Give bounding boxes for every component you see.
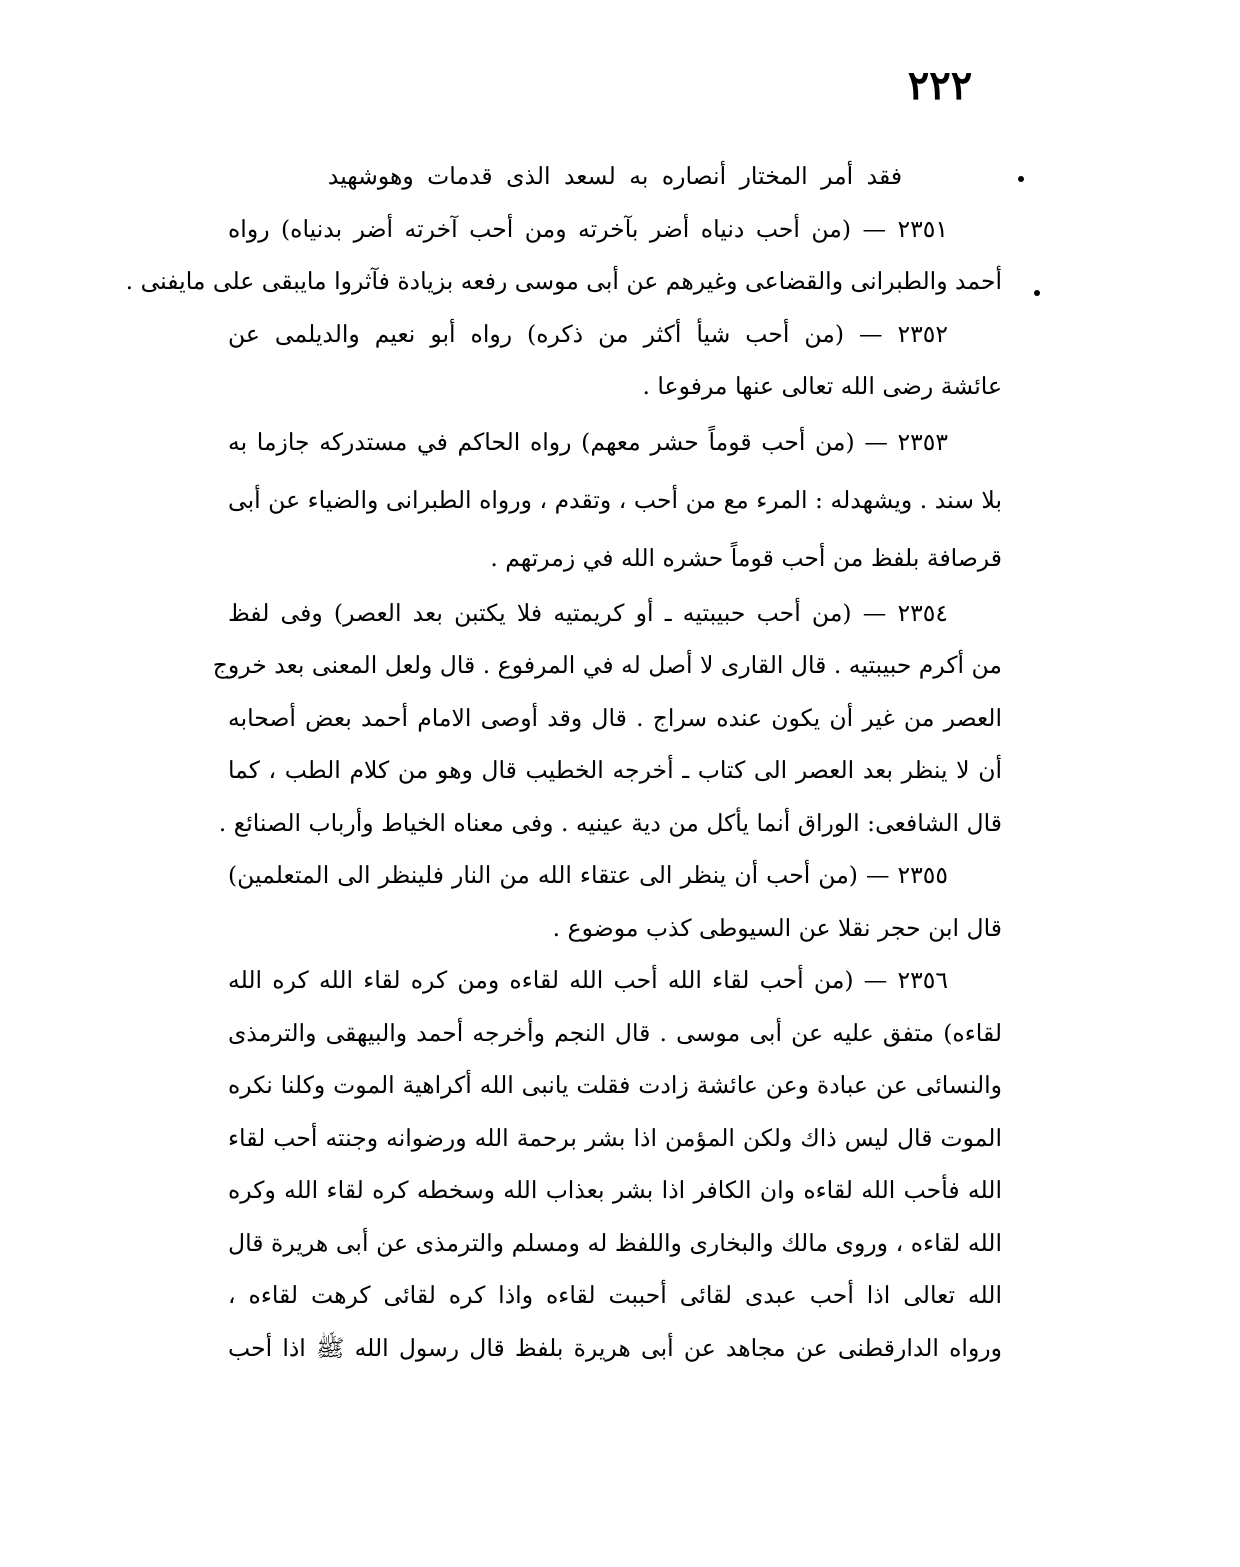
entry-2355-line-1: ٢٣٥٥ — (من أحب أن ينظر الى عتقاء الله من النار فلينظر الى المتعلمين): [228, 861, 948, 889]
entry-2354-line-3: العصر من غير أن يكون عنده سراج . قال وقد أوصى الامام أحمد بعض أصحابه: [228, 703, 1002, 732]
entry-2356-line-4: الموت قال ليس ذاك ولكن المؤمن اذا بشر برحمة الله ورضوانه وجنته أحب لقاء: [228, 1123, 1002, 1152]
entry-2352-line-1: ٢٣٥٢ — (من أحب شيأ أكثر من ذكره) رواه أبو نعيم والديلمى عن: [228, 319, 948, 348]
verse-line: فقد أمر المختار أنصاره به لسعد الذى قدمات وهوشهيد: [327, 162, 903, 190]
entry-2351-line-2: أحمد والطبرانى والقضاعى وغيرهم عن أبى موسى رفعه بزيادة فآثروا مايبقى على مايفنى .: [125, 267, 1002, 295]
entry-2353-line-1: ٢٣٥٣ — (من أحب قوماً حشر معهم) رواه الحاكم في مستدركه جازما به: [228, 427, 948, 456]
entry-2354-line-4: أن لا ينظر بعد العصر الى كتاب ـ أخرجه الخطيب قال وهو من كلام الطب ، كما: [228, 756, 1002, 784]
margin-dot-top: [1018, 176, 1024, 182]
entry-2356-line-1: ٢٣٥٦ — (من أحب لقاء الله أحب الله لقاءه ومن كره لقاء الله كره الله: [228, 966, 948, 994]
entry-2356-line-6: الله لقاءه ، وروى مالك والبخارى واللفظ له ومسلم والترمذى عن أبى هريرة قال: [228, 1228, 1002, 1257]
entry-2353-line-2: بلا سند . ويشهدله : المرء مع من أحب ، وتقدم ، ورواه الطبرانى والضياء عن أبى: [228, 485, 1002, 514]
entry-2354-line-2: من أكرم حبيبتيه . قال القارى لا أصل له في المرفوع . قال ولعل المعنى بعد خروج: [212, 651, 1002, 679]
entry-2356-line-5: الله فأحب الله لقاءه وان الكافر اذا بشر بعذاب الله وسخطه كره لقاء الله وكره: [228, 1176, 1002, 1204]
entry-2353-line-3: قرصافة بلفظ من أحب قوماً حشره الله في زمرتهم .: [490, 543, 1002, 572]
page-number: ٢٢٢: [907, 62, 973, 109]
entry-2351-line-1: ٢٣٥١ — (من أحب دنياه أضر بآخرته ومن أحب آخرته أضر بدنياه) رواه: [228, 214, 948, 243]
entry-2354-line-5: قال الشافعى: الوراق أنما يأكل من دية عينيه . وفى معناه الخياط وأرباب الصنائع .: [218, 808, 1002, 837]
body-text: [125, 150, 1002, 1374]
entry-2352-line-2: عائشة رضى الله تعالى عنها مرفوعا .: [642, 372, 1002, 400]
entry-2354-line-1: ٢٣٥٤ — (من أحب حبيبتيه ـ أو كريمتيه فلا يكتبن بعد العصر) وفى لفظ: [228, 598, 948, 627]
entry-2356-line-7: الله تعالى اذا أحب عبدى لقائى أحببت لقاءه واذا كره لقائى كرهت لقاءه ،: [228, 1281, 1002, 1309]
margin-dot-second: [1034, 290, 1040, 296]
entry-2356-line-3: والنسائى عن عبادة وعن عائشة زادت فقلت يانبى الله أكراهية الموت وكلنا نكره: [228, 1071, 1002, 1099]
entry-2355-line-2: قال ابن حجر نقلا عن السيوطى كذب موضوع .: [552, 913, 1002, 942]
entry-2356-line-8: ورواه الدارقطنى عن مجاهد عن أبى هريرة بلفظ قال رسول الله ﷺ اذا أحب: [228, 1333, 1002, 1362]
entry-2356-line-2: لقاءه) متفق عليه عن أبى موسى . قال النجم وأخرجه أحمد والبيهقى والترمذى: [228, 1018, 1002, 1047]
